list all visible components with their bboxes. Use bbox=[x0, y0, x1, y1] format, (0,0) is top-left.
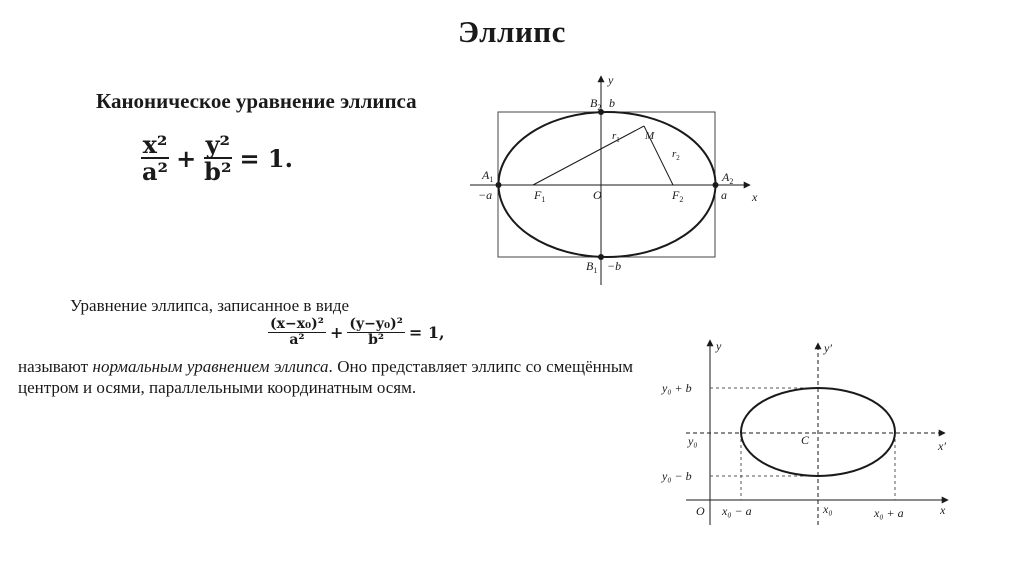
section-subtitle: Каноническое уравнение эллипса bbox=[96, 89, 417, 113]
focal-radius-r1 bbox=[533, 126, 644, 185]
r2-main: r bbox=[672, 148, 677, 160]
center-c-label: C bbox=[801, 433, 810, 447]
y0-label: y₀ bbox=[688, 434, 698, 448]
fig2-origin-label: O bbox=[696, 504, 705, 518]
b1-label bbox=[586, 259, 597, 275]
x0-label: x₀ bbox=[823, 502, 833, 516]
fraction-x-denominator: a² bbox=[142, 157, 169, 187]
f2-main: F bbox=[672, 188, 680, 202]
x0-plus-a-label: x₀ + a bbox=[874, 506, 904, 520]
fraction-x-numerator: x² bbox=[142, 130, 168, 159]
r2-label bbox=[672, 148, 680, 162]
b1-sub: 1 bbox=[593, 266, 598, 275]
a2-main: A bbox=[722, 170, 730, 184]
fig2-y-label: y bbox=[716, 339, 722, 353]
a2-label bbox=[721, 170, 733, 186]
normal-fraction-x-numerator: (x−x₀)² bbox=[270, 316, 324, 332]
point-m-label: M bbox=[645, 130, 655, 142]
description-italic-term: нормальным уравнением эллипса bbox=[92, 357, 329, 376]
x0-minus-a-label: x₀ − a bbox=[722, 504, 752, 518]
b2-label bbox=[590, 96, 601, 112]
f2-label bbox=[671, 188, 683, 204]
a1-main: A bbox=[482, 168, 490, 182]
fig1-y-axis-label: y bbox=[608, 73, 614, 87]
plus-sign: + bbox=[176, 144, 197, 174]
r2-sub: 2 bbox=[676, 154, 680, 162]
f1-label bbox=[533, 188, 545, 204]
figure1-labels bbox=[478, 73, 758, 275]
a1-label bbox=[481, 168, 493, 184]
origin-o-label: O bbox=[593, 188, 602, 202]
b1-main: B bbox=[586, 259, 594, 273]
fig2-x-label: x bbox=[940, 503, 946, 517]
normal-fraction-x-denominator: a² bbox=[289, 331, 305, 348]
f1-main: F bbox=[534, 188, 542, 202]
description-text-end: . Оно представляет эллипс со смещённым центром и осями, параллельными координатным осям. bbox=[18, 357, 633, 397]
shifted-ellipse-figure bbox=[686, 340, 948, 525]
b2-sub: 2 bbox=[597, 103, 602, 112]
b-label: b bbox=[609, 96, 615, 110]
vertex-a2-dot bbox=[713, 182, 719, 188]
b2-main: B bbox=[590, 96, 598, 110]
slide-title: Эллипс bbox=[458, 14, 566, 49]
f1-sub: 1 bbox=[541, 195, 546, 204]
a-label: a bbox=[721, 188, 727, 202]
minus-b-label: −b bbox=[607, 259, 622, 273]
fig2-y-prime-label: y′ bbox=[824, 341, 832, 355]
minus-a-label: −a bbox=[478, 188, 493, 202]
normal-equation-rhs: = 1, bbox=[408, 323, 445, 343]
fig1-x-axis-label: x bbox=[752, 190, 758, 204]
r1-main: r bbox=[612, 130, 617, 142]
fraction-y-denominator: b² bbox=[204, 157, 232, 187]
normal-fraction-y-denominator: b² bbox=[368, 331, 385, 348]
a1-sub: 1 bbox=[489, 175, 494, 184]
r1-label bbox=[612, 130, 620, 144]
y0-plus-b-label: y₀ + b bbox=[662, 381, 692, 395]
a2-sub: 2 bbox=[729, 177, 734, 186]
normal-fraction-y-numerator: (y−y₀)² bbox=[349, 316, 403, 332]
equation-rhs: = 1. bbox=[239, 144, 293, 174]
vertex-a1-dot bbox=[496, 182, 502, 188]
fraction-y-numerator: y² bbox=[205, 130, 231, 159]
normal-form-intro: Уравнение эллипса, записанное в виде bbox=[70, 296, 350, 315]
normal-plus-sign: + bbox=[329, 323, 344, 343]
y0-minus-b-label: y₀ − b bbox=[662, 469, 692, 483]
r1-sub: 1 bbox=[616, 136, 620, 144]
description-text-start: называют bbox=[18, 357, 93, 376]
fig2-x-prime-label: x′ bbox=[938, 439, 946, 453]
vertex-b1-dot bbox=[598, 254, 604, 260]
f2-sub: 2 bbox=[679, 195, 684, 204]
figure2-labels bbox=[661, 339, 946, 520]
